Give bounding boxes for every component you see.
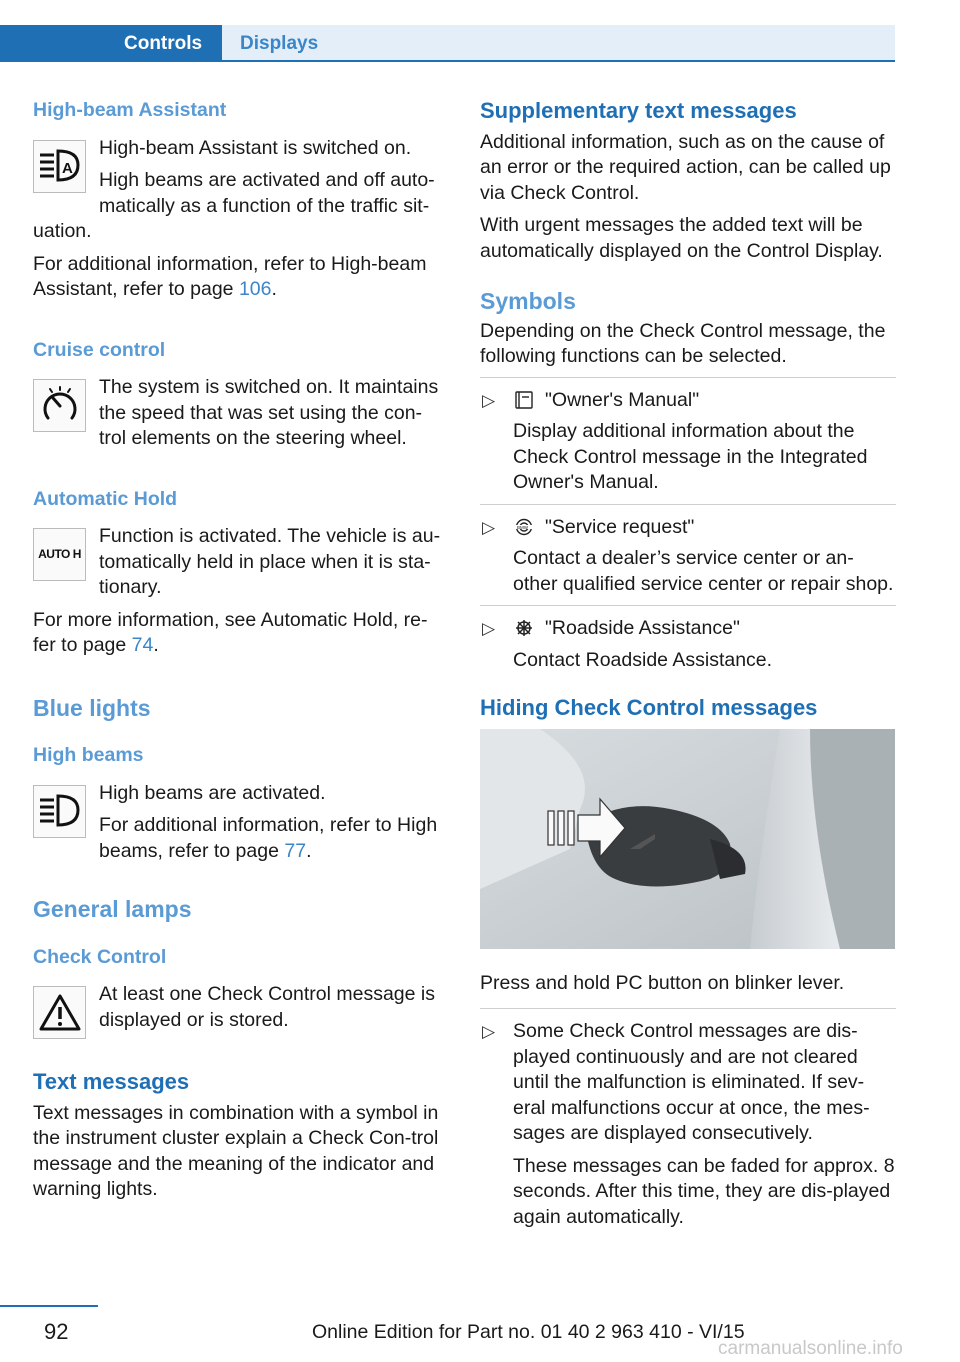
page-header bbox=[0, 25, 895, 61]
text-messages-heading: Text messages bbox=[33, 1069, 190, 1094]
high-beam-assistant-text-2: High beams are activated and off auto-matically as a function of the traffic sit-uation. bbox=[33, 169, 435, 242]
section-cruise-control bbox=[33, 338, 448, 459]
high-beam-assistant-ref: For additional information, refer to High-beam Assistant, refer to page 106. bbox=[33, 252, 427, 300]
supplementary-text-2: With urgent messages the added text will be automatically displayed on the Control Display. bbox=[480, 214, 883, 262]
automatic-hold-text-1: Function is activated. The vehicle is au-tomatically held in place when it is sta-tionary. bbox=[99, 525, 441, 598]
symbols-heading: Symbols bbox=[480, 288, 576, 314]
bmw-service-icon bbox=[513, 518, 535, 536]
high-beams-heading: High beams bbox=[33, 744, 144, 766]
section-check-control bbox=[33, 945, 448, 1044]
auto-hold-icon bbox=[33, 528, 86, 581]
hiding-item-text-2: These messages can be faded for approx. 8 seconds. After this time, they are dis-played again automatically. bbox=[513, 1154, 895, 1228]
text-messages-text: Text messages in combination with a symbol in the instrument cluster explain a Check Con-trol message and the meaning of the indicator and warning lights. bbox=[33, 1101, 439, 1200]
tab-displays-label: Displays bbox=[240, 33, 319, 54]
tab-controls[interactable] bbox=[0, 25, 222, 61]
svg-text:A: A bbox=[61, 160, 73, 177]
right-column bbox=[480, 98, 896, 1238]
page-link-106[interactable]: 106 bbox=[238, 278, 272, 300]
owners-manual-label: "Owner's Manual" bbox=[545, 388, 700, 411]
list-marker: ▷ bbox=[482, 1022, 496, 1041]
list-item bbox=[480, 616, 896, 673]
roadside-assistance-icon bbox=[513, 619, 535, 637]
cruise-control-icon bbox=[33, 379, 86, 432]
tab-controls-label: Controls bbox=[124, 33, 203, 54]
edition-text: Online Edition for Part no. 01 40 2 963 410 - VI/15 bbox=[312, 1321, 745, 1343]
roadside-assistance-text: Contact Roadside Assistance. bbox=[513, 648, 773, 671]
high-beams-text-1: High beams are activated. bbox=[99, 781, 326, 804]
supplementary-text-1: Additional information, such as on the cause of an error or the required action, can be called up via Check Control. bbox=[480, 130, 891, 204]
high-beams-ref: For additional information, refer to High beams, refer to page 77. bbox=[99, 814, 438, 862]
check-control-heading: Check Control bbox=[33, 945, 167, 968]
page-link-77[interactable]: 77 bbox=[284, 839, 307, 862]
cruise-control-heading: Cruise control bbox=[33, 338, 166, 361]
check-control-text: At least one Check Control message is displayed or is stored. bbox=[99, 983, 435, 1031]
list-marker: ▷ bbox=[482, 619, 496, 638]
symbols-list bbox=[480, 388, 896, 674]
section-supplementary bbox=[480, 98, 896, 264]
list-item bbox=[480, 388, 896, 496]
high-beam-assistant-icon bbox=[33, 140, 86, 193]
roadside-assistance-label: "Roadside Assistance" bbox=[545, 617, 740, 639]
supplementary-heading: Supplementary text messages bbox=[480, 98, 797, 123]
tab-displays[interactable] bbox=[222, 25, 895, 61]
high-beam-assistant-heading: High-beam Assistant bbox=[33, 99, 227, 121]
symbols-text: Depending on the Check Control message, the following functions can be selected. bbox=[480, 319, 886, 367]
list-separator bbox=[480, 377, 896, 378]
section-symbols bbox=[480, 289, 896, 673]
high-beams-icon bbox=[33, 785, 86, 838]
hiding-item-text-1: Some Check Control messages are dis-played continuously and are not cleared until the malfunction is eliminated. If sev-eral malfunctions occur at once, the mes-sages are displayed consecutively. bbox=[513, 1020, 870, 1144]
warning-triangle-icon bbox=[33, 986, 86, 1039]
auto-hold-icon-text: AUTO H bbox=[38, 546, 81, 561]
automatic-hold-ref: For more information, see Automatic Hold, re-fer to page 74. bbox=[33, 608, 428, 656]
list-item bbox=[480, 1019, 896, 1230]
left-column bbox=[33, 98, 448, 1210]
list-separator bbox=[480, 504, 896, 505]
watermark: carmanualsonline.info bbox=[718, 1338, 903, 1359]
hiding-heading: Hiding Check Control messages bbox=[480, 695, 818, 720]
section-automatic-hold bbox=[33, 487, 448, 659]
book-icon bbox=[513, 391, 535, 409]
hiding-list bbox=[480, 1019, 896, 1230]
service-request-label: "Service request" bbox=[545, 515, 695, 538]
list-separator bbox=[480, 605, 896, 606]
cruise-control-text: The system is switched on. It maintains the speed that was set using the con-trol elements on the steering wheel. bbox=[99, 376, 439, 449]
section-hiding-messages bbox=[480, 695, 896, 1230]
high-beam-assistant-text-1: High-beam Assistant is switched on. bbox=[99, 136, 412, 159]
list-separator bbox=[480, 1008, 896, 1009]
page-link-74[interactable]: 74 bbox=[131, 634, 154, 656]
list-marker: ▷ bbox=[482, 390, 496, 410]
automatic-hold-heading: Automatic Hold bbox=[33, 487, 178, 510]
section-text-messages bbox=[33, 1069, 448, 1203]
section-high-beams bbox=[33, 743, 448, 871]
footer-divider bbox=[0, 1305, 98, 1307]
page-number: 92 bbox=[44, 1319, 69, 1344]
hiding-caption: Press and hold PC button on blinker lever. bbox=[480, 971, 845, 994]
service-request-text: Contact a dealer’s service center or an-other qualified service center or repair shop. bbox=[513, 547, 894, 595]
blinker-lever-photo bbox=[480, 729, 895, 949]
header-divider bbox=[0, 60, 895, 62]
list-item bbox=[480, 515, 896, 598]
list-marker: ▷ bbox=[482, 517, 496, 537]
blue-lights-heading: Blue lights bbox=[33, 694, 151, 721]
svg-text:BMW: BMW bbox=[517, 524, 528, 530]
owners-manual-text: Display additional information about the Check Control message in the Integrated Owner's Manual. bbox=[513, 420, 868, 493]
section-high-beam-assistant bbox=[33, 98, 448, 303]
general-lamps-heading: General lamps bbox=[33, 896, 192, 922]
